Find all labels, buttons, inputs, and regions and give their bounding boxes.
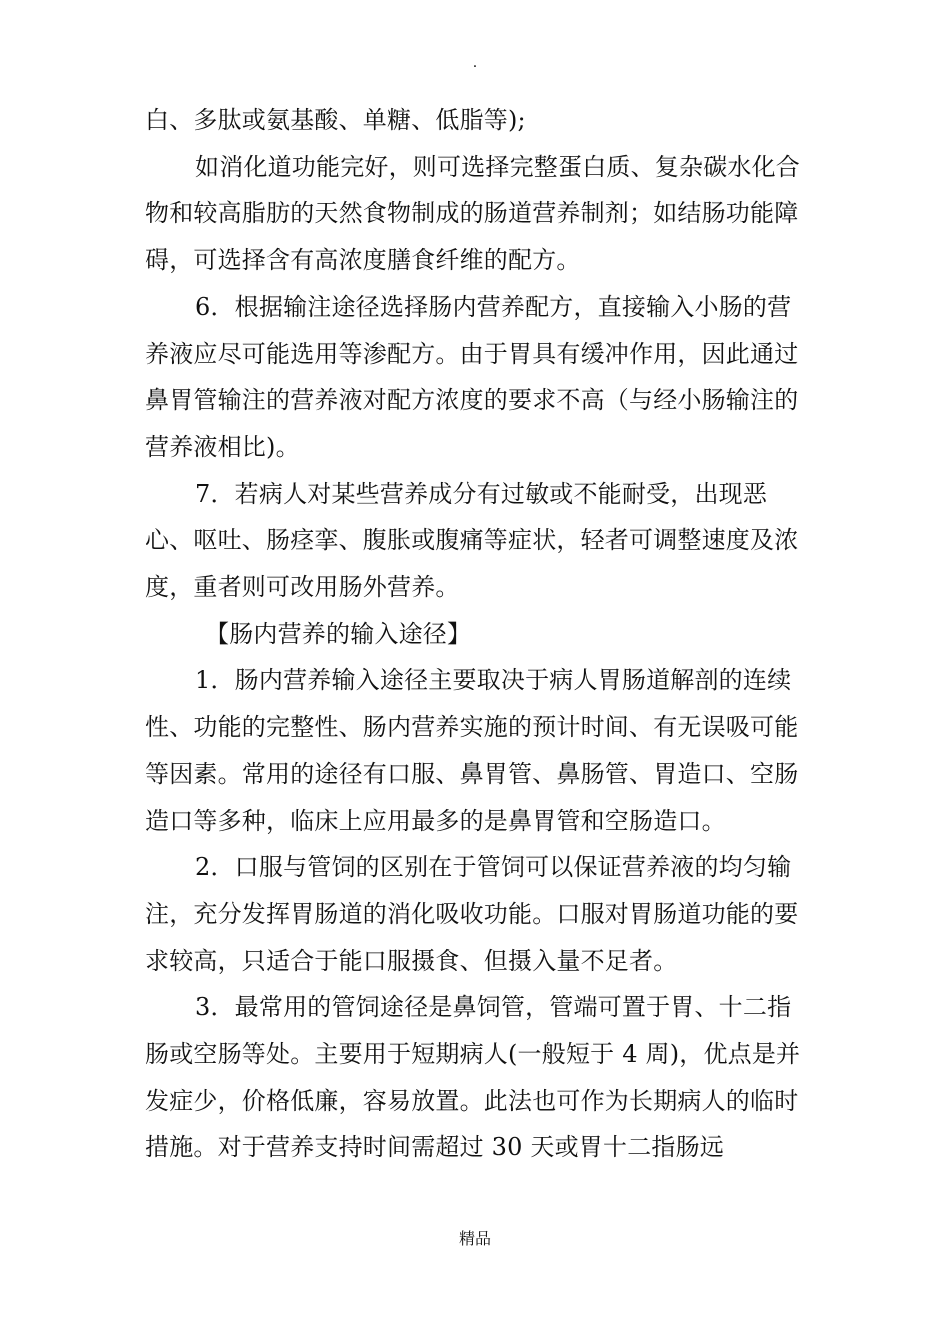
paragraph-route-1: 1．肠内营养输入途径主要取决于病人胃肠道解剖的连续性、功能的完整性、肠内营养实施的预计时间、有无误吸可能等因素。常用的途径有口服、鼻胃管、鼻肠管、胃造口、空肠造口等多种，临床上应用最多的是鼻胃管和空肠造口。 bbox=[145, 666, 799, 835]
page-footer: 精品 bbox=[458, 1229, 491, 1248]
paragraph-item-6: 6．根据输注途径选择肠内营养配方，直接输入小肠的营养液应尽可能选用等渗配方。由于胃具有缓冲作用，因此通过鼻胃管输注的营养液对配方浓度的要求不高（与经小肠输注的营养液相比)。 bbox=[145, 292, 799, 461]
document-body bbox=[145, 97, 810, 1171]
paragraph-route-2: 2．口服与管饲的区别在于管饲可以保证营养液的均匀输注，充分发挥胃肠道的消化吸收功能。口服对胃肠道功能的要求较高，只适合于能口服摄食、但摄入量不足者。 bbox=[145, 853, 799, 975]
page-header-mark: . bbox=[472, 55, 478, 71]
paragraph-route-3: 3．最常用的管饲途径是鼻饲管，管端可置于胃、十二指肠或空肠等处。主要用于短期病人(一般短于 4 周)，优点是并发症少，价格低廉，容易放置。此法也可作为长期病人的临时措施。对于营养支持时间需超过 30 天或胃十二指肠远 bbox=[145, 993, 801, 1162]
section-heading: 【肠内营养的输入途径】 bbox=[205, 619, 472, 648]
paragraph-continuation: 白、多肽或氨基酸、单糖、低脂等); bbox=[145, 106, 526, 134]
paragraph-item-7: 7．若病人对某些营养成分有过敏或不能耐受，出现恶心、呕吐、肠痉挛、腹胀或腹痛等症状，轻者可调整速度及浓度，重者则可改用肠外营养。 bbox=[145, 479, 799, 602]
paragraph-digestive-function: 如消化道功能完好，则可选择完整蛋白质、复杂碳水化合物和较高脂肪的天然食物制成的肠道营养制剂；如结肠功能障碍，可选择含有高浓度膳食纤维的配方。 bbox=[145, 152, 800, 275]
